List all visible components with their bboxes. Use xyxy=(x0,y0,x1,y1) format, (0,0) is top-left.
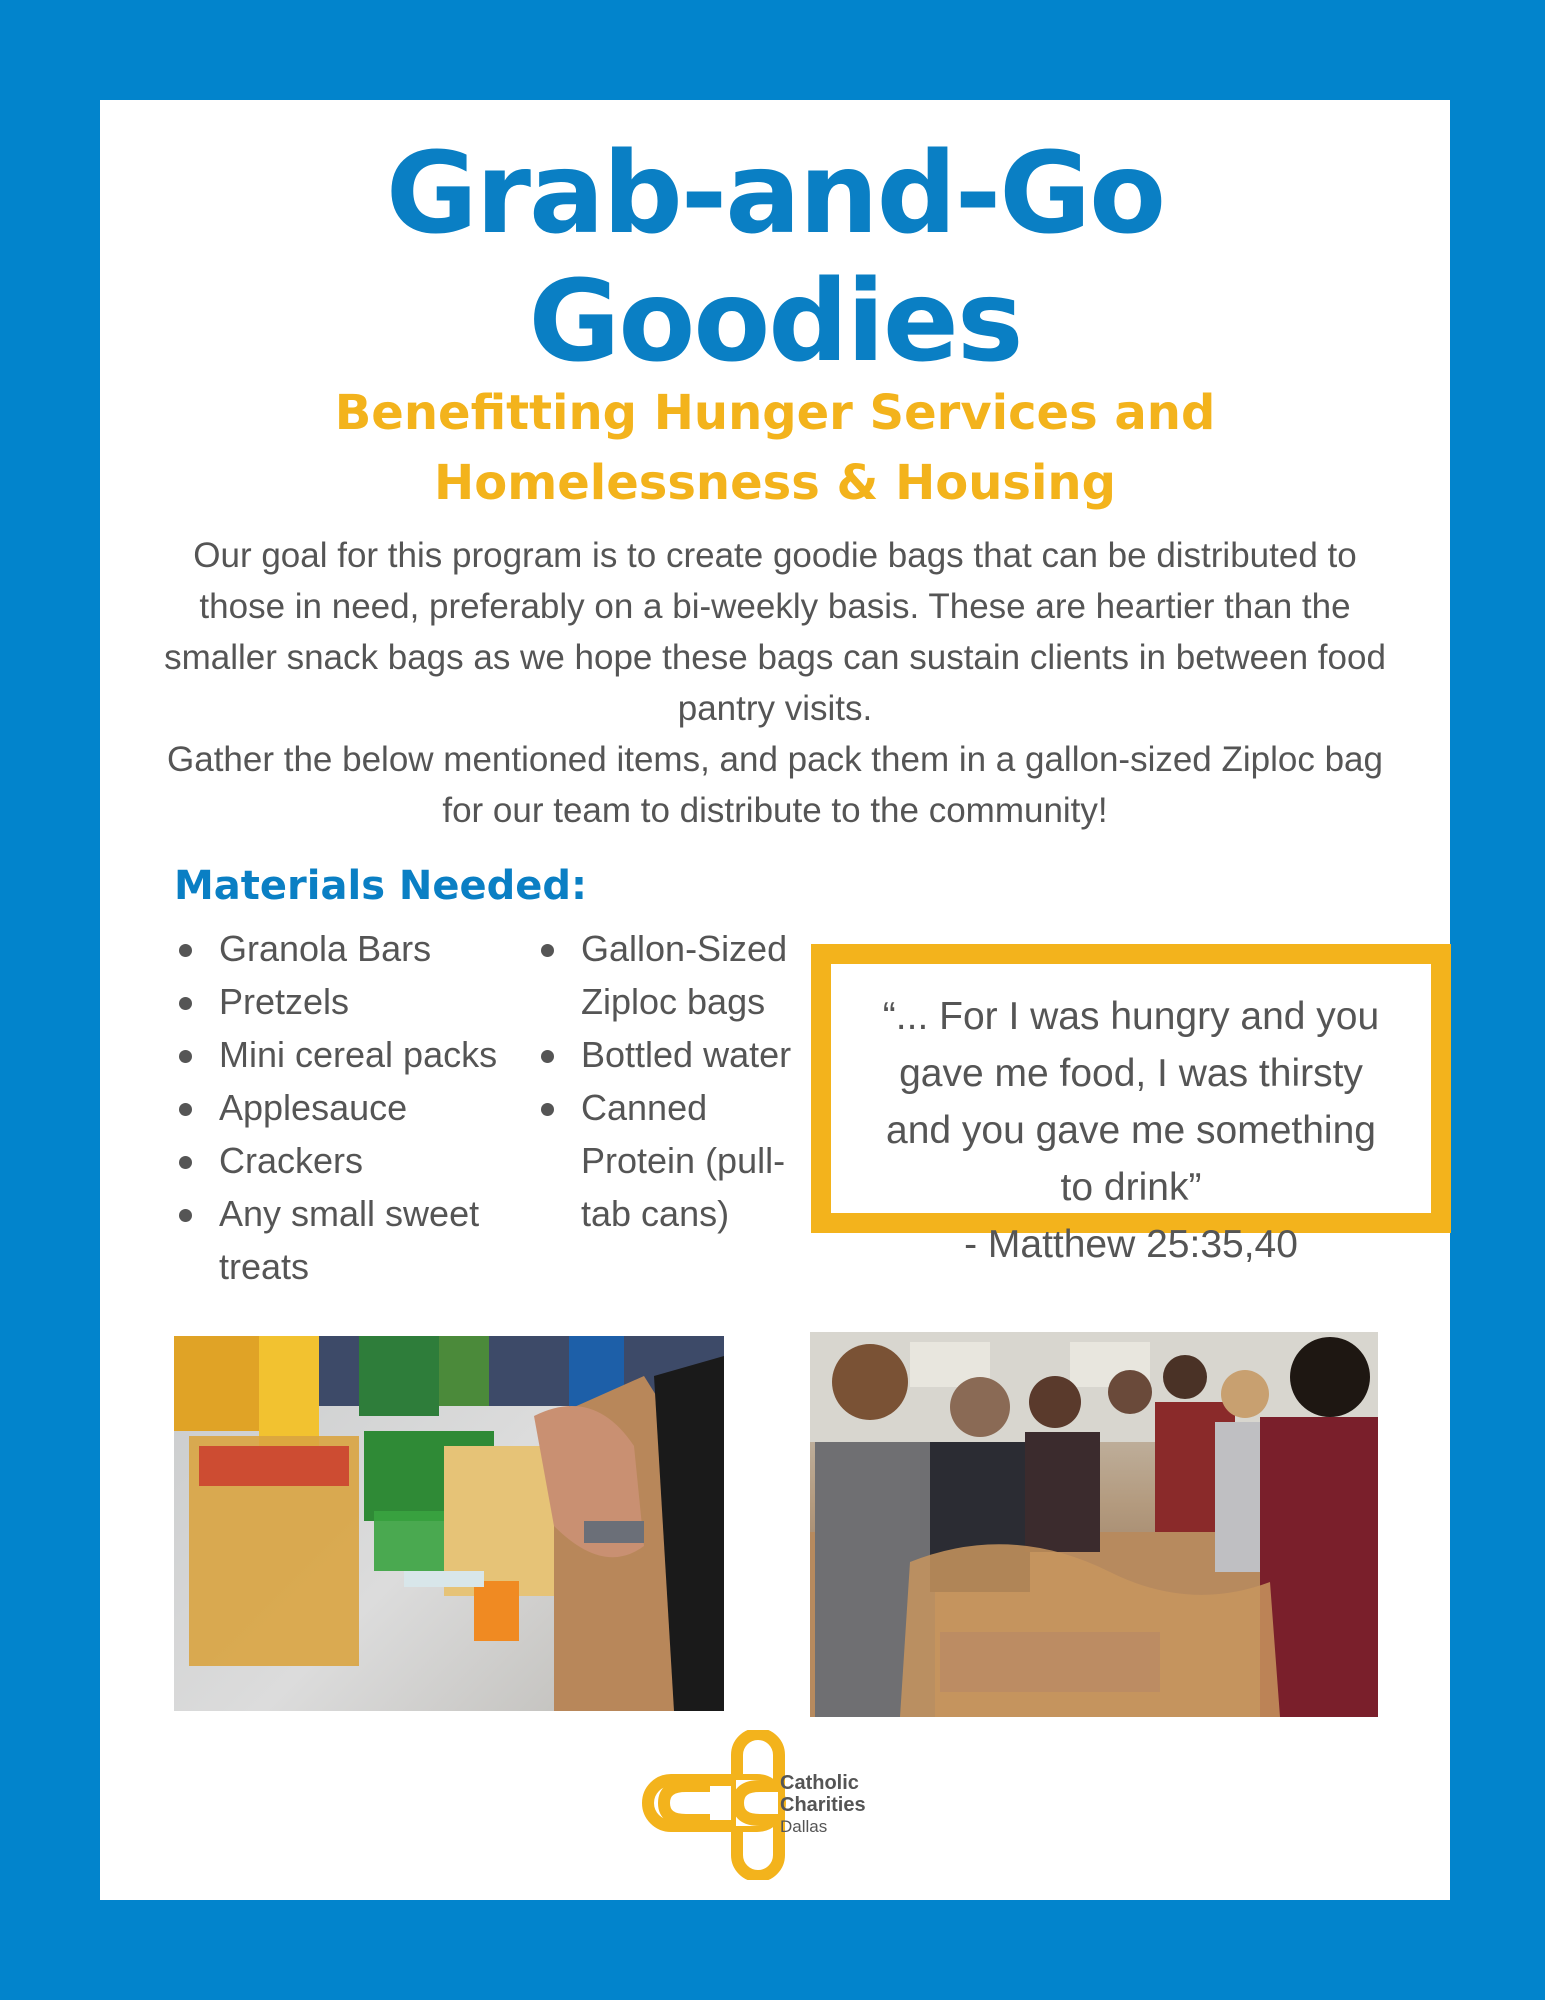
intro-text xyxy=(160,530,1390,836)
logo-line-3: Dallas xyxy=(780,1817,828,1836)
volunteers-photo-graphic xyxy=(810,1332,1378,1717)
list-item: Mini cereal packs xyxy=(174,1028,534,1081)
materials-list-column-1 xyxy=(174,922,534,1293)
quote-box xyxy=(811,944,1451,1266)
materials-heading: Materials Needed: xyxy=(174,863,588,909)
list-item: Bottled water xyxy=(536,1028,816,1081)
flyer-page xyxy=(100,100,1450,1900)
list-item: Granola Bars xyxy=(174,922,534,975)
volunteers-photo xyxy=(810,1332,1378,1717)
list-item: Applesauce xyxy=(174,1081,534,1134)
quote-line-2: gave me food, I was thirsty xyxy=(899,1052,1363,1095)
quote-line-3: and you gave me something xyxy=(886,1109,1376,1152)
list-item: Gallon-Sized Ziploc bags xyxy=(536,922,816,1028)
list-item: Any small sweet treats xyxy=(174,1187,534,1293)
intro-paragraph-2: Gather the below mentioned items, and pack them in a gallon-sized Ziploc bag for our team to distribute to the community! xyxy=(167,740,1383,830)
snacks-photo-graphic xyxy=(174,1336,724,1711)
title-line-1: Grab-and-Go xyxy=(385,129,1165,259)
logo-line-2: Charities xyxy=(780,1794,866,1816)
page-subtitle xyxy=(100,378,1450,518)
list-item: Crackers xyxy=(174,1134,534,1187)
snacks-photo xyxy=(174,1336,724,1711)
logo-line-1: Catholic xyxy=(780,1772,859,1794)
quote-text xyxy=(831,988,1431,1273)
materials-list-column-2 xyxy=(536,922,816,1240)
intro-paragraph-1: Our goal for this program is to create goodie bags that can be distributed to those in need, preferably on a bi-weekly basis. These are heartier than the smaller snack bags as we hope these bags can sustain clients in between food pantry visits. xyxy=(164,536,1386,728)
list-item: Canned Protein (pull-tab cans) xyxy=(536,1081,816,1240)
logo-text xyxy=(780,1772,866,1837)
quote-attribution: - Matthew 25:35,40 xyxy=(964,1223,1298,1266)
title-line-2: Goodies xyxy=(528,257,1022,387)
page-title xyxy=(100,130,1450,386)
subtitle-line-1: Benefitting Hunger Services and xyxy=(334,385,1216,441)
quote-line-4: to drink” xyxy=(1060,1166,1202,1209)
quote-line-1: “... For I was hungry and you xyxy=(882,995,1380,1038)
list-item: Pretzels xyxy=(174,975,534,1028)
subtitle-line-2: Homelessness & Housing xyxy=(434,455,1116,511)
